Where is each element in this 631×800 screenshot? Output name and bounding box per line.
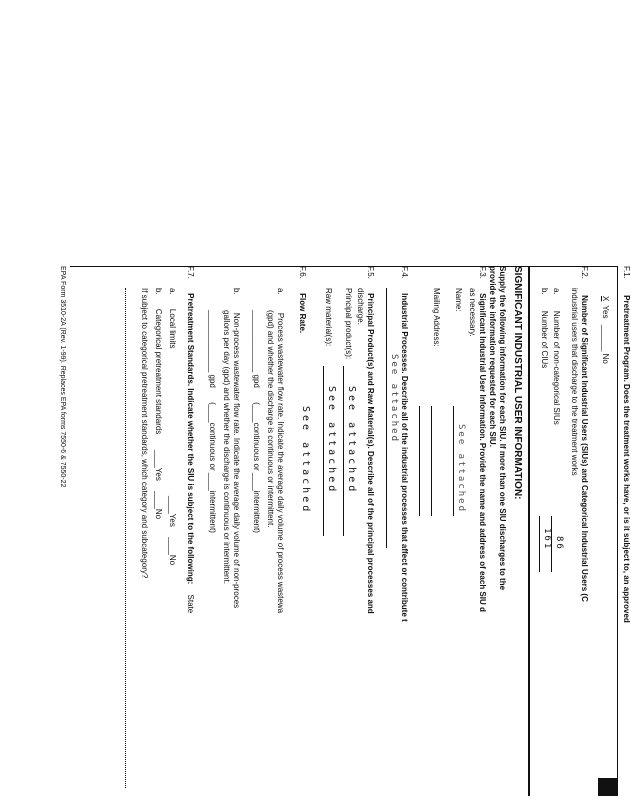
f6a-gpd: gpd	[252, 374, 261, 388]
f6b-row	[232, 288, 240, 608]
f7b-no: No	[154, 508, 163, 520]
f6-value: See attached	[300, 406, 311, 515]
f2-label: F.2.	[580, 266, 589, 279]
f6a-text-1: Process wastewater flow rate. Indicate the average daily volume of process wastewa	[276, 312, 285, 614]
section-divider	[528, 266, 530, 796]
f7b-yes-no: ____Yes ____No	[154, 450, 163, 520]
f7-row	[186, 266, 194, 613]
f2a-text: Number of non-categorical SIUs	[552, 310, 561, 425]
f6a-answer: ______________ gpd (____continuous or ____intermittent)	[252, 310, 261, 533]
f5-raw-underline	[323, 366, 324, 536]
f7-label: F.7.	[186, 266, 195, 279]
f1-yes-no: X Yes ______ No	[601, 296, 610, 364]
rotated-form-sheet	[59, 266, 631, 796]
f2a-value: 86	[554, 536, 564, 551]
f3-mailing-underline-2	[419, 406, 420, 516]
f7a-yes-no: ____Yes ____No	[168, 496, 177, 566]
f6a-label: a.	[276, 288, 285, 295]
f4-text-1: Industrial Processes. Describe all of the industrial processes that affect or contribute t	[400, 293, 409, 622]
f6b-continuous: (____continuous or ____intermittent)	[208, 402, 217, 533]
f7-subcategory-text: If subject to categorical pretreatment standards, which category and subcategory?	[140, 288, 149, 579]
form-footer: EPA Form 3510-2A (Rev. 1-99). Replaces EPA forms 7550-6 & 7550-22	[59, 266, 66, 488]
f7-state: State	[186, 594, 195, 614]
f6a-row	[276, 288, 284, 613]
f5-text-2: discharge.	[356, 288, 365, 325]
f1-text: Pretreatment Program. Does the treatment works have, or is it subject to, an approved	[622, 295, 631, 623]
f2b-text: Number of CIUs	[540, 310, 549, 369]
f7a-text: Local limits	[168, 308, 177, 349]
f6a-text-2: (gpd) and whether the discharge is continuous or intermittent.	[266, 310, 275, 528]
f7a-label: a.	[168, 288, 177, 295]
f2-text-1: Number of Significant Industrial Users (SIUs) and Categorical Industrial Users (C	[580, 295, 589, 602]
f6b-label: b.	[232, 288, 241, 295]
f1-yes-label: Yes	[601, 305, 610, 319]
f4-underline	[386, 288, 387, 548]
f1-no-label: No	[601, 353, 610, 364]
f7a-yes: Yes	[168, 513, 177, 527]
f7-text-1: Pretreatment Standards. Indicate whether the SIU is subject to the following:	[186, 293, 195, 585]
f6b-text-1: Non-process wastewater flow rate. Indicate the average daily volume of non-proces	[232, 312, 241, 609]
f3-label: F.3.	[478, 266, 487, 279]
f6-title: Flow Rate.	[298, 293, 307, 334]
f3-mailing-label: Mailing Address:	[432, 288, 441, 347]
f7b-row	[154, 288, 162, 434]
f5-text-1: Principal Product(s) and Raw Material(s). Describe all of the principal processes and	[366, 293, 375, 614]
f3-row	[478, 266, 486, 612]
f2b-underline	[539, 516, 540, 572]
f5-raw-label: Raw material(s):	[324, 288, 333, 347]
f6b-answer: ______________ gpd (____continuous or ____intermittent)	[208, 310, 217, 533]
f2a-label: a.	[552, 288, 561, 295]
f5-row	[366, 266, 374, 614]
f6b-gpd: gpd	[208, 374, 217, 388]
f2a-row	[552, 288, 560, 425]
f6-row	[298, 266, 306, 333]
section-header-block	[598, 778, 618, 796]
f4-row	[400, 266, 408, 622]
f7b-yes: Yes	[154, 467, 163, 481]
f3-name-value: See attached	[456, 424, 466, 514]
f2-text-2: industrial users that discharge to the treatment works	[570, 288, 579, 476]
f2b-value: 161	[542, 528, 552, 551]
f6b-text-2: gallons per day (gpd) and whether the discharge is continuous or intermittent.	[222, 310, 231, 584]
section-intro-2: provide the information requested for each SIU.	[488, 266, 497, 447]
section-title: SIGNIFICANT INDUSTRIAL USER INFORMATION:	[512, 266, 523, 500]
f3-text-2: as necessary.	[468, 288, 477, 337]
f5-product-value: See attached	[346, 386, 357, 495]
f1-row	[622, 266, 630, 623]
f5-label: F.5.	[366, 266, 375, 279]
f7a-no: No	[168, 554, 177, 566]
f3-text-1: Significant Industrial User Information. Provide the name and address of each SIU d	[478, 293, 487, 612]
f7b-text: Categorical pretreatment standards	[154, 308, 163, 435]
f4-value: See attached	[389, 354, 399, 444]
f5-product-underline	[343, 366, 344, 536]
f1-yes-mark: X	[601, 296, 610, 302]
f3-name-underline	[453, 406, 454, 516]
f6-label: F.6.	[298, 266, 307, 279]
f2-row	[580, 266, 588, 602]
f5-product-label: Principal product(s):	[344, 288, 353, 360]
f1-label: F.1.	[622, 266, 631, 279]
f6a-continuous: (____continuous or ____intermittent)	[252, 402, 261, 533]
section-intro-1: Supply the following information for each SIU. If more than one SIU discharges to the	[498, 266, 507, 591]
f7b-label: b.	[154, 288, 163, 295]
f2b-label: b.	[540, 288, 549, 295]
f4-label: F.4.	[400, 266, 409, 279]
f3-name-label: Name:	[454, 288, 463, 312]
f2b-row	[540, 288, 548, 368]
f5-raw-value: See attached	[326, 386, 337, 495]
f7-subcategory-line	[125, 288, 126, 788]
f3-mailing-underline-1	[431, 406, 432, 516]
f7a-row	[168, 288, 176, 348]
